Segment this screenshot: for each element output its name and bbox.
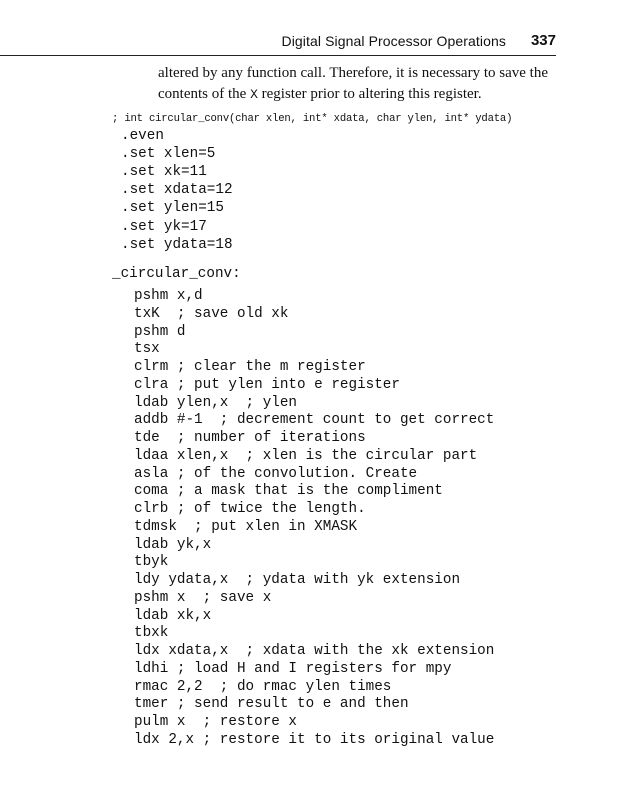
instruction-line: coma ; a mask that is the compliment: [134, 483, 443, 500]
directive-line: .set ydata=18: [121, 236, 233, 253]
directive-line: .set ylen=15: [121, 200, 224, 217]
running-header-title: Digital Signal Processor Operations: [281, 33, 506, 49]
directive-line: .set xk=11: [121, 164, 207, 181]
instruction-line: tbxk: [134, 625, 169, 642]
instruction-line: tsx: [134, 341, 160, 358]
directive-line: .set xdata=12: [121, 182, 233, 199]
instruction-line: ldy ydata,x ; ydata with yk extension: [134, 572, 461, 588]
paragraph-text: contents of the: [158, 86, 251, 102]
instruction-line: ldab yk,x: [134, 536, 212, 553]
function-prototype-comment: ; int circular_conv(char xlen, int* xdata, char ylen, int* ydata): [112, 113, 513, 125]
directive-line: .even: [121, 128, 164, 144]
instruction-line: pshm d: [134, 323, 186, 340]
instruction-line: tdmsk ; put xlen in XMASK: [134, 518, 358, 535]
inline-code: X: [250, 87, 258, 102]
instruction-line: pshm x ; save x: [134, 589, 272, 606]
instruction-line: ldx 2,x ; restore it to its original value: [134, 731, 495, 748]
instruction-line: tbyk: [134, 554, 169, 571]
paragraph-line-2: [158, 84, 558, 105]
instruction-line: pulm x ; restore x: [134, 714, 298, 730]
instruction-line: ldhi ; load H and I registers for mpy: [134, 660, 452, 677]
directive-line: .set yk=17: [121, 218, 207, 235]
page-number: 337: [530, 32, 556, 49]
instruction-line: tde ; number of iterations: [134, 430, 366, 446]
instruction-line: addb #-1 ; decrement count to get correct: [134, 412, 495, 429]
body-paragraph: [158, 63, 558, 105]
instruction-line: clra ; put ylen into e register: [134, 376, 400, 393]
instruction-line: asla ; of the convolution. Create: [134, 465, 418, 482]
instruction-line: clrb ; of twice the length.: [134, 501, 366, 517]
paragraph-text: register prior to altering this register.: [257, 86, 482, 102]
instruction-line: ldab ylen,x ; ylen: [134, 394, 298, 411]
instruction-line: ldab xk,x: [134, 607, 212, 624]
paragraph-line-1: altered by any function call. Therefore, it is necessary to save the: [158, 65, 548, 81]
instruction-line: txK ; save old xk: [134, 305, 289, 322]
running-header: [0, 31, 556, 56]
instruction-line: pshm x,d: [134, 288, 203, 304]
instruction-line: ldx xdata,x ; xdata with the xk extension: [134, 643, 495, 659]
instruction-line: ldaa xlen,x ; xlen is the circular part: [134, 447, 478, 464]
instruction-line: tmer ; send result to e and then: [134, 696, 409, 713]
instruction-line: clrm ; clear the m register: [134, 359, 366, 375]
code-label: _circular_conv:: [112, 266, 241, 282]
directive-line: .set xlen=5: [121, 146, 216, 163]
instruction-line: rmac 2,2 ; do rmac ylen times: [134, 678, 392, 695]
